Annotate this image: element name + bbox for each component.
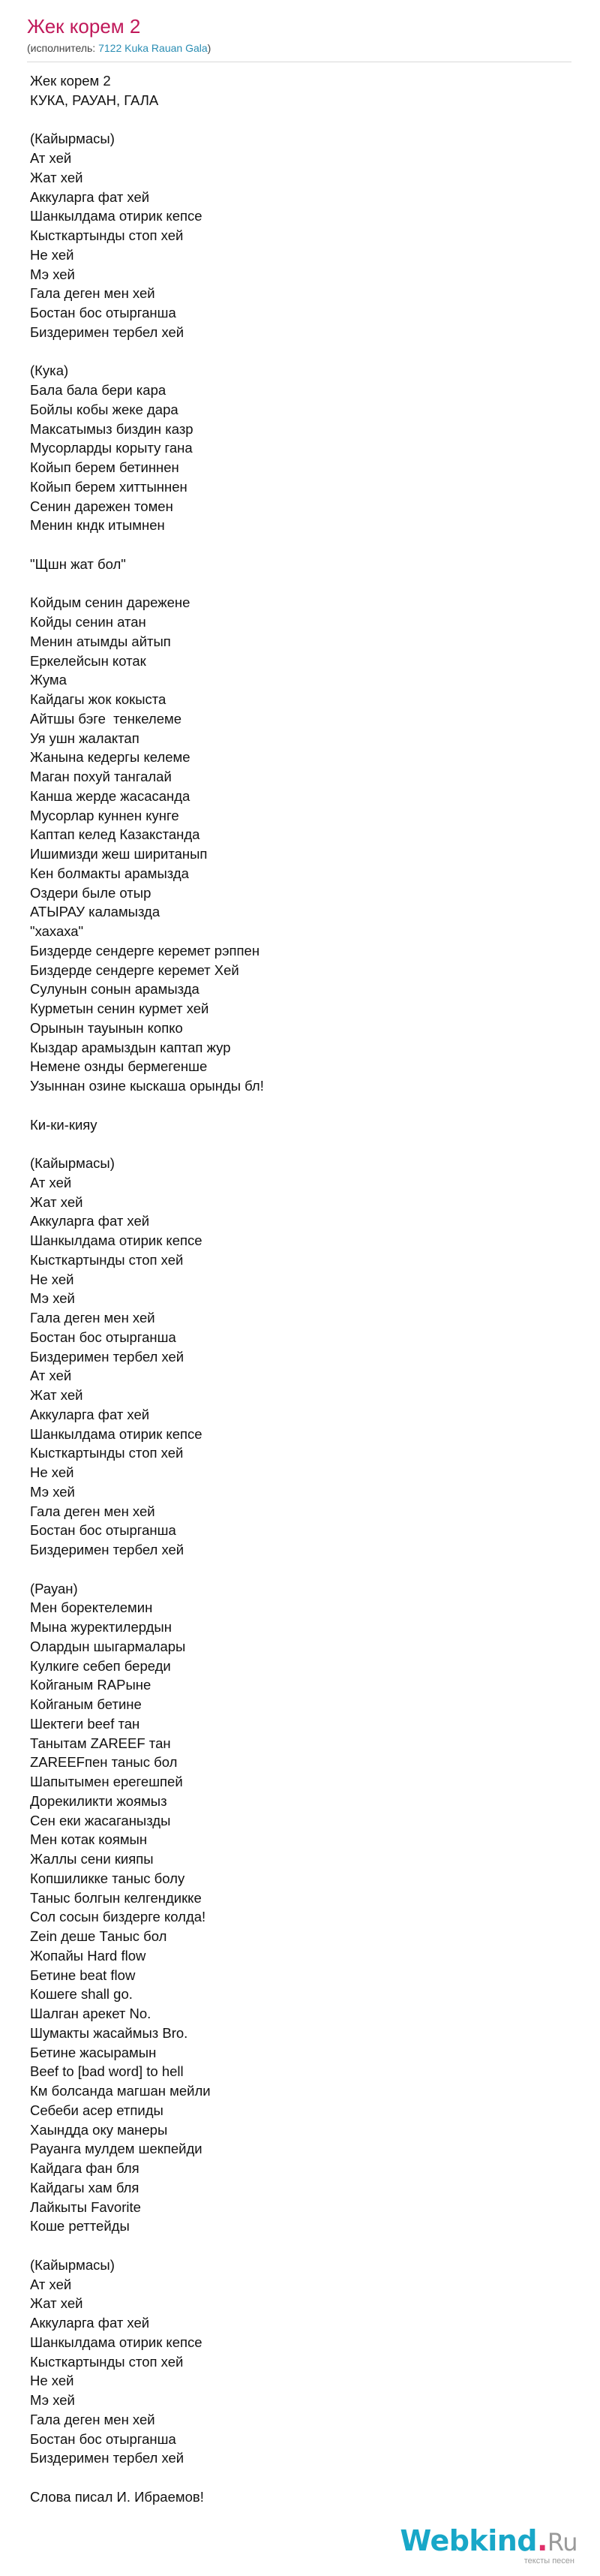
lyric-line: Мусорлар куннен кунге: [30, 807, 179, 823]
lyric-line: [30, 110, 570, 130]
meta-prefix: (исполнитель:: [27, 42, 99, 54]
lyric-line: Дорекиликти жоямыз: [30, 1792, 167, 1809]
lyric-line: Таныс болгын келгендикке: [30, 1889, 202, 1906]
lyric-line: Маган похуй тангалай: [30, 769, 172, 784]
lyric-line: "хахаха": [30, 923, 84, 939]
lyric-line: Биздерде сендерге керемет рэппен: [30, 942, 260, 958]
lyric-line: Биздеримен тербел хей: [30, 2450, 184, 2466]
lyric-line: Менин атымды айтып: [30, 633, 171, 649]
lyric-line: Кысткартынды стоп хей: [30, 1251, 184, 1268]
lyric-line: Ат хей: [30, 2276, 72, 2292]
lyric-line: Шанкылдама отирик кепсе: [30, 208, 202, 224]
lyric-line: Шектеги beef тан: [30, 1715, 140, 1732]
lyric-line: Кайдагы хам бля: [30, 2179, 140, 2195]
lyric-line: Уя ушн жалактап: [30, 730, 140, 746]
lyric-line: [30, 2236, 570, 2256]
lyric-line: Олардын шыгармалары: [30, 1638, 186, 1654]
lyric-line: Сен еки жасаганызды: [30, 1812, 171, 1828]
artist-link[interactable]: 7122 Kuka Rauan Gala: [98, 42, 208, 54]
lyric-line: Жек корем 2: [30, 73, 111, 89]
lyric-line: Ат хей: [30, 1368, 72, 1384]
lyric-line: Zein деше Таныс бол: [30, 1928, 167, 1944]
lyric-line: Шанкылдама отирик кепсе: [30, 1232, 202, 1248]
lyric-line: Кен болмакты арамызда: [30, 865, 189, 881]
logo-tagline: тексты песен: [524, 2556, 574, 2565]
lyric-line: Оздери быле отыр: [30, 884, 152, 901]
lyric-line: Бостан бос отырганша: [30, 1329, 176, 1345]
lyric-line: Кысткартынды стоп хей: [30, 227, 184, 243]
lyric-line: Айтшы бэге тенкелеме: [30, 710, 182, 727]
lyric-line: Мэ хей: [30, 1483, 75, 1500]
lyric-line: Мен котак коямын: [30, 1831, 148, 1848]
lyrics-text: [30, 71, 570, 2507]
lyric-line: Аккуларга фат хей: [30, 2315, 150, 2331]
lyric-line: [30, 574, 570, 594]
lyric-line: Кысткартынды стоп хей: [30, 2353, 184, 2370]
lyric-line: КУКА, РАУАН, ГАЛА: [30, 92, 159, 108]
lyric-line: Канша жерде жасасанда: [30, 787, 190, 804]
lyric-line: Шумакты жасаймыз Bro.: [30, 2024, 188, 2041]
lyric-line: Кыздар арамыздын каптап жур: [30, 1039, 231, 1055]
lyric-line: Танытам ZAREEF тан: [30, 1735, 171, 1751]
lyric-line: Км болсанда магшан мейли: [30, 2083, 211, 2099]
song-header: [27, 14, 572, 62]
lyric-line: Жума: [30, 672, 67, 688]
lyric-line: "Щшн жат бол": [30, 555, 126, 572]
song-meta: [27, 41, 572, 56]
lyric-line: (Кайырмасы): [30, 2256, 115, 2273]
logo-wordmark: [400, 2525, 578, 2558]
lyric-line: Мусорларды корыту гана: [30, 440, 193, 456]
lyric-line: Кайдага фан бля: [30, 2160, 140, 2176]
lyric-line: Бостан бос отырганша: [30, 305, 176, 320]
lyric-line: Ат хей: [30, 1174, 72, 1190]
lyric-line: Бала бала бери кара: [30, 382, 166, 398]
lyric-line: Гала деген мен хей: [30, 1503, 155, 1519]
lyric-line: Рауанга мулдем шекпейди: [30, 2141, 202, 2157]
lyric-line: (Рауан): [30, 1580, 78, 1596]
lyric-line: Ки-ки-кияу: [30, 1116, 98, 1133]
lyric-line: Койдым сенин дарежене: [30, 594, 190, 611]
lyric-line: Узыннан озине кыскаша орынды бл!: [30, 1078, 264, 1094]
lyric-line: Бойлы кобы жеке дара: [30, 401, 178, 417]
lyric-line: Жат хей: [30, 1387, 83, 1403]
lyric-line: Биздеримен тербел хей: [30, 1542, 184, 1557]
lyric-line: Бетине жасырамын: [30, 2044, 157, 2060]
lyric-line: Гала деген мен хей: [30, 1310, 155, 1326]
lyric-line: [30, 1134, 570, 1154]
lyric-line: Каптап келед Казакстанда: [30, 826, 200, 843]
song-title: Жек корем 2: [27, 15, 141, 38]
lyric-line: Слова писал И. Ибраемов!: [30, 2488, 204, 2505]
lyric-line: Beef to [bad word] to hell: [30, 2063, 184, 2080]
lyric-line: Бетине beat flow: [30, 1967, 136, 1983]
lyric-line: [30, 535, 570, 555]
logo-web: Webkind: [400, 2524, 537, 2557]
lyric-line: Мен боректелемин: [30, 1599, 153, 1616]
lyric-line: Жат хей: [30, 1193, 83, 1210]
lyric-line: Биздеримен тербел хей: [30, 1348, 184, 1365]
lyric-line: Биздерде сендерге керемет Хей: [30, 961, 239, 978]
lyric-line: Жат хей: [30, 169, 83, 185]
lyric-line: Гала деген мен хей: [30, 2411, 155, 2427]
lyric-line: Койганым RAPыне: [30, 1677, 152, 1693]
lyric-line: Аккуларга фат хей: [30, 188, 150, 205]
lyric-line: Коше реттейды: [30, 2218, 130, 2234]
lyric-line: Койганым бетине: [30, 1696, 142, 1712]
lyric-line: Гала деген мен хей: [30, 285, 155, 302]
lyric-line: Максатымыз биздин казр: [30, 420, 194, 437]
lyric-line: Хаындда оку манеры: [30, 2121, 168, 2138]
logo-ru: Ru: [547, 2528, 578, 2556]
lyric-line: Койып берем хиттыннен: [30, 478, 188, 495]
lyric-line: Жанына кедергы келеме: [30, 749, 190, 766]
lyric-line: Себеби асер етпиды: [30, 2102, 164, 2118]
lyric-line: Кысткартынды стоп хей: [30, 1445, 184, 1461]
lyric-line: ZAREEFпен таныс бол: [30, 1754, 178, 1771]
lyric-line: Бостан бос отырганша: [30, 2430, 176, 2447]
lyric-line: Не хей: [30, 2373, 74, 2389]
webkind-logo[interactable]: [400, 2520, 578, 2565]
lyric-line: Не хей: [30, 1271, 74, 1287]
lyric-line: (Кука): [30, 363, 69, 379]
lyric-line: Аккуларга фат хей: [30, 1213, 150, 1229]
lyric-line: Немене ознды бермегенше: [30, 1058, 208, 1075]
lyric-line: Орынын тауынын копко: [30, 1019, 183, 1036]
lyric-line: Мэ хей: [30, 2392, 75, 2408]
lyric-line: Шапытымен ерегешпей: [30, 1774, 183, 1789]
lyric-line: Сол сосын биздерге колда!: [30, 1909, 206, 1925]
meta-suffix: ): [207, 42, 212, 54]
lyric-line: Копшиликке таныс болу: [30, 1870, 185, 1886]
lyric-line: Кайдагы жок кокыста: [30, 691, 166, 707]
lyric-line: Не хей: [30, 246, 74, 263]
lyric-line: (Кайырмасы): [30, 131, 115, 147]
lyric-line: Ишимизди жеш шиританып: [30, 846, 208, 862]
lyric-line: Аккуларга фат хей: [30, 1406, 150, 1422]
lyric-line: Ат хей: [30, 150, 72, 166]
lyric-line: Не хей: [30, 1464, 74, 1480]
lyric-line: [30, 1560, 570, 1579]
lyric-line: Еркелейсын котак: [30, 652, 146, 669]
lyric-line: Койып берем бетиннен: [30, 459, 179, 475]
lyric-line: Сенин дарежен томен: [30, 498, 173, 514]
lyric-line: [30, 342, 570, 362]
lyric-line: Биздеримен тербел хей: [30, 324, 184, 340]
lyric-line: Шанкылдама отирик кепсе: [30, 1425, 202, 1442]
lyric-line: Бостан бос отырганша: [30, 1522, 176, 1539]
lyric-line: (Кайырмасы): [30, 1155, 115, 1171]
lyric-line: Менин кндк итымнен: [30, 517, 165, 534]
lyric-line: Мына журектилердын: [30, 1619, 172, 1635]
lyric-line: Кулкиге себеп береди: [30, 1657, 171, 1674]
lyric-line: Шалган арекет No.: [30, 2006, 152, 2021]
lyric-line: Лайкыты Favorite: [30, 2198, 141, 2215]
lyric-line: Жат хей: [30, 2295, 83, 2312]
lyric-line: Мэ хей: [30, 266, 75, 282]
logo-dot: .: [536, 2524, 548, 2557]
lyric-line: Койды сенин атан: [30, 614, 146, 630]
lyric-line: Шанкылдама отирик кепсе: [30, 2334, 202, 2350]
lyric-line: Мэ хей: [30, 1290, 75, 1307]
lyric-line: Сулунын сонын арамызда: [30, 981, 200, 998]
lyric-line: АТЫРАУ каламызда: [30, 904, 160, 920]
lyric-line: Курметын сенин курмет хей: [30, 1001, 209, 1016]
lyric-line: Жопайы Hard flow: [30, 1947, 146, 1964]
lyric-line: [30, 1096, 570, 1115]
lyric-line: Жаллы сени кияпы: [30, 1851, 154, 1867]
lyric-line: [30, 2468, 570, 2487]
lyric-line: Кошеге shall go.: [30, 1986, 133, 2003]
